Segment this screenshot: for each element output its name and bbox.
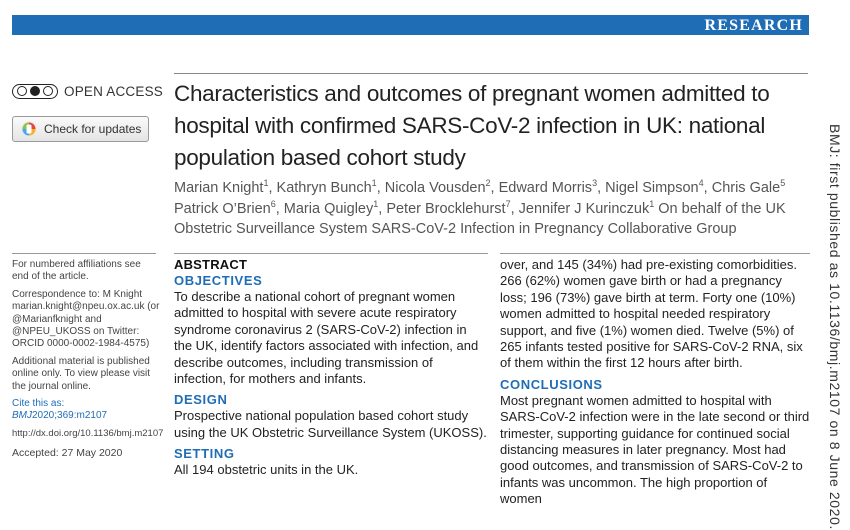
- author-name: Peter Brocklehurst: [386, 200, 506, 217]
- article-title: Characteristics and outcomes of pregnant women admitted to hospital with confirmed SARS-CoV-2 infection in UK: national population based cohort study: [174, 81, 770, 170]
- abstract-rule-right: [500, 253, 810, 254]
- author-name: Nicola Vousden: [384, 180, 486, 196]
- section-banner: [12, 15, 809, 35]
- title-rule: [174, 73, 808, 74]
- design-heading: DESIGN: [174, 392, 228, 408]
- setting-heading: SETTING: [174, 446, 235, 462]
- author-affiliation-number: 5: [780, 178, 786, 188]
- conclusions-text: Most pregnant women admitted to hospital with SARS-CoV-2 infection were in the late second or third trimester, supporting guidance for continued social distancing measures in later pregnancy. Most had good outcomes, and transmission of SARS-CoV-2 to infants was uncommon. The high proportion of women: [500, 392, 810, 507]
- creative-commons-icon: [12, 84, 58, 99]
- accepted-date: Accepted: 27 May 2020: [12, 447, 123, 460]
- author-affiliation-number: 1: [371, 178, 377, 188]
- citation-journal: BMJ: [12, 410, 32, 422]
- author-affiliation-number: 7: [505, 198, 511, 209]
- author-name: Edward Morris: [498, 180, 593, 196]
- abstract-rule-left: [174, 253, 488, 254]
- author-affiliation-number: 1: [263, 178, 269, 188]
- collaborative-group: On behalf of the UK Obstetric Surveillance System SARS-CoV-2 Infection in Pregnancy Collaborative Group: [174, 200, 786, 237]
- conclusions-heading: CONCLUSIONS: [500, 376, 603, 392]
- author-affiliation-number: 3: [592, 178, 598, 188]
- author-name: Kathryn Bunch: [276, 180, 372, 196]
- affiliation-note: For numbered affiliations see end of the article.: [12, 259, 141, 283]
- author-name: Patrick O’Brien: [174, 200, 271, 217]
- citation: [12, 398, 160, 423]
- section-label: RESEARCH: [704, 17, 803, 34]
- doi-link[interactable]: http://dx.doi.org/10.1136/bmj.m2107: [12, 427, 164, 439]
- author-name: Nigel Simpson: [605, 180, 699, 196]
- objectives-heading: OBJECTIVES: [174, 273, 263, 288]
- author-affiliation-number: 4: [698, 178, 704, 188]
- sidebar-rule: [12, 253, 156, 254]
- citation-prefix: Cite this as:: [12, 398, 65, 410]
- author-name: Chris Gale: [711, 180, 781, 196]
- crossmark-icon: [21, 121, 37, 137]
- author-list: Marian Knight$^1$, Kathryn Bunch$^1$, Nicola Vousden$^2$, Edward Morris$^3$, Nigel Simpson$^4$, Chris Gale$^5$ Patrick O’Brien$^6$, Maria Quigley$^1$, Peter Brocklehurst$^7$, Jennifer J Kurinczuk$^1$ On behalf of the UK Obstetric Surveillance System SARS-CoV-2 Infection in Pregnancy Collaborative Group: [174, 178, 786, 237]
- design-text: Prospective national population based cohort study using the UK Obstetric Surveillance System (UKOSS).: [174, 408, 487, 440]
- abstract-heading: ABSTRACT: [174, 257, 248, 272]
- author-name: Jennifer J Kurinczuk: [518, 200, 650, 217]
- additional-material-note: Additional material is published online only. To view please visit the journal online.: [12, 355, 151, 392]
- author-affiliation-number: 1: [649, 198, 655, 209]
- open-access-label: OPEN ACCESS: [64, 83, 163, 99]
- setting-text: All 194 obstetric units in the UK.: [174, 462, 359, 478]
- open-access-badge[interactable]: [12, 82, 163, 100]
- results-text: over, and 145 (34%) had pre-existing comorbidities. 266 (62%) women gave birth or had a pregnancy loss; 196 (73%) gave birth at term. Forty one (10%) women admitted to hospital needed respiratory support, and five (1%) women died. Twelve (5%) of 265 infants tested positive for SARS-CoV-2 RNA, six of them within the first 12 hours after birth.: [500, 257, 803, 371]
- author-affiliation-number: 1: [373, 198, 379, 209]
- check-for-updates-label: Check for updates: [44, 122, 142, 136]
- author-affiliation-number: 6: [270, 198, 276, 209]
- abstract-column-left: [174, 257, 488, 479]
- abstract-column-right: [500, 257, 812, 508]
- author-name: Maria Quigley: [283, 200, 374, 217]
- correspondence-note: Correspondence to: M Knight marian.knight@npeu.ox.ac.uk (or @Marianfknight and @NPEU_UKOSS on Twitter: ORCID 0000-0002-1984-4575): [12, 288, 160, 350]
- article-sidebar: [12, 259, 164, 465]
- objectives-text: To describe a national cohort of pregnant women admitted to hospital with severe acute respiratory syndrome coronavirus 2 (SARS-CoV-2) infection in the UK, identify factors associated with infection, and describe outcomes, including transmission of infection, for mothers and infants.: [174, 289, 479, 387]
- author-name: Marian Knight: [174, 180, 264, 196]
- check-for-updates-button[interactable]: [12, 116, 149, 142]
- author-affiliation-number: 2: [485, 178, 491, 188]
- margin-publication-note: BMJ: first published as 10.1136/bmj.m2107 on 8 June 2020.: [827, 124, 843, 530]
- citation-reference: 2020;369:m2107: [32, 410, 108, 422]
